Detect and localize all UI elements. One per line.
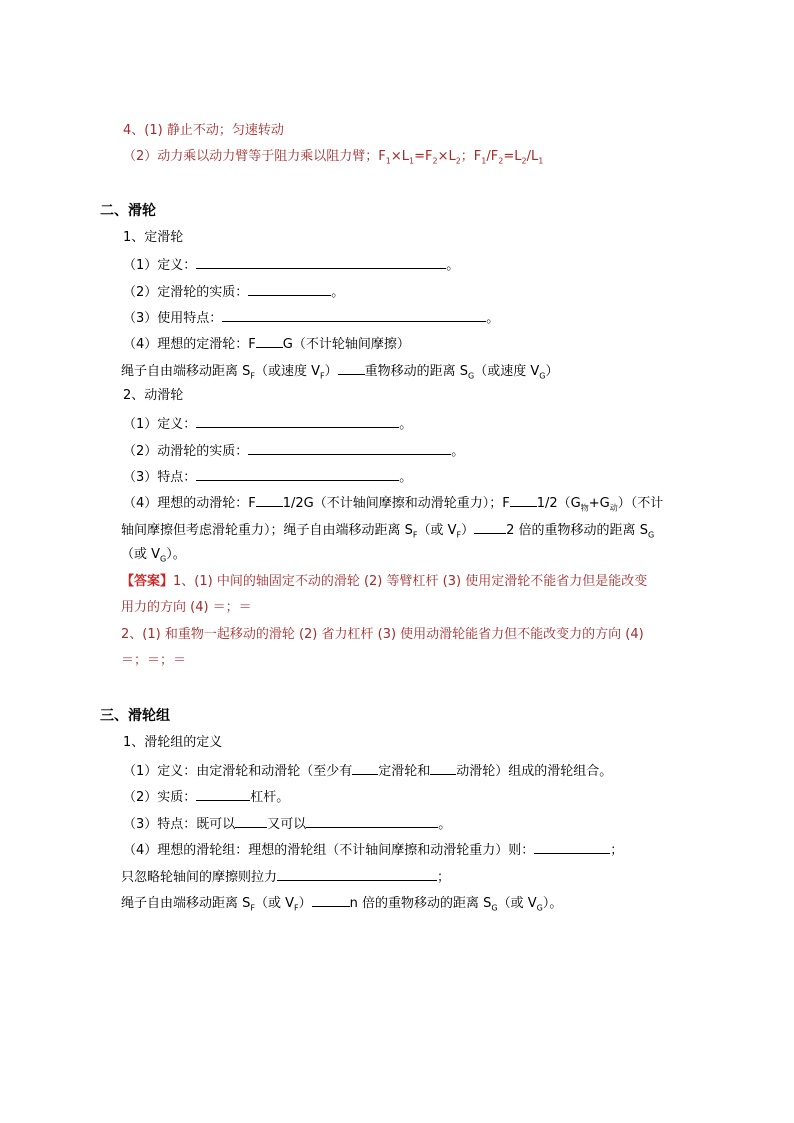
line-text: 。 xyxy=(399,470,413,485)
answer-tag: 【答案】 xyxy=(121,574,174,589)
subscript: G xyxy=(491,903,498,913)
formula-sub: 1 xyxy=(538,156,544,166)
line-text: 。 xyxy=(446,258,460,273)
subscript: 物 xyxy=(580,503,589,513)
moving-def-line xyxy=(123,413,412,435)
line-text: +G xyxy=(588,496,610,511)
block-feature-line xyxy=(123,813,451,835)
blank-input[interactable] xyxy=(277,866,437,881)
moving-feature-line xyxy=(123,466,412,488)
answer-block-1-cont: 用力的方向 (4) ＝；＝ xyxy=(121,600,252,615)
line-text: （1）定义： xyxy=(123,258,197,273)
blank-input[interactable] xyxy=(235,813,267,828)
line-text: （4）理想的定滑轮：F xyxy=(123,337,256,352)
line-text: （或速度 V xyxy=(474,364,540,379)
formula-part: ×L xyxy=(437,149,456,164)
line-text: 。 xyxy=(486,311,500,326)
formula-sub: 1 xyxy=(409,156,415,166)
block-rope-line xyxy=(121,892,562,919)
blank-input[interactable] xyxy=(306,813,438,828)
moving-ideal-line-cont xyxy=(121,519,654,546)
line-text: 。 xyxy=(451,444,465,459)
subsection-moving-pulley: 2、动滑轮 xyxy=(123,388,184,403)
line-text: 1/2G（不计轴间摩擦和动滑轮重力）；F xyxy=(282,496,510,511)
subscript: F xyxy=(294,903,299,913)
subscript: F xyxy=(250,903,255,913)
section-title-pulley-block: 三、滑轮组 xyxy=(100,708,170,724)
formula-sub: 2 xyxy=(432,156,438,166)
line-text: （或 V xyxy=(121,547,161,562)
line-text: 重物移动的距离 S xyxy=(364,364,469,379)
answer-block-2-cont: ＝；＝；＝ xyxy=(121,653,187,668)
answer-text: 1、(1) 中间的轴固定不动的滑轮 (2) 等臂杠杆 (3) 使用定滑轮不能省力但是能改变 xyxy=(173,574,648,589)
line-text: 。 xyxy=(399,417,413,432)
blank-input[interactable] xyxy=(196,786,250,801)
moving-ideal-line xyxy=(123,492,663,519)
formula-part: =F xyxy=(414,149,433,164)
section-title-pulley: 二、滑轮 xyxy=(100,203,156,219)
blank-input[interactable] xyxy=(248,440,451,455)
line-text: ）。 xyxy=(542,896,563,911)
line-text: 。 xyxy=(331,285,345,300)
line-text: ） xyxy=(298,896,312,911)
subscript: F xyxy=(250,371,255,381)
line-text: 动滑轮）组成的滑轮组合。 xyxy=(456,764,613,779)
formula-sub: 1 xyxy=(385,156,391,166)
block-ideal-line xyxy=(123,839,623,861)
line-text: 杠杆。 xyxy=(250,790,290,805)
blank-input[interactable] xyxy=(510,492,537,507)
block-def-line xyxy=(123,760,612,782)
blank-input[interactable] xyxy=(352,760,378,775)
subscript: G xyxy=(468,371,475,381)
subscript: G xyxy=(647,530,655,540)
answer-block-1 xyxy=(121,572,647,592)
formula-sub: 2 xyxy=(521,156,527,166)
formula-part: =L xyxy=(503,149,522,164)
line-text: （或 V xyxy=(497,896,537,911)
subscript: G xyxy=(160,554,167,564)
subsection-fixed-pulley: 1、定滑轮 xyxy=(123,230,184,245)
line-text: （1）定义： xyxy=(123,417,197,432)
line-text: （或 V xyxy=(417,523,457,538)
line-text: n 倍的重物移动的距离 S xyxy=(349,896,492,911)
answer-text: 4、(1) 静止不动；匀速转动 xyxy=(123,123,284,138)
line-text: （3）使用特点： xyxy=(123,311,223,326)
line-text: 又可以 xyxy=(267,817,307,832)
blank-input[interactable] xyxy=(196,466,399,481)
line-text: 轴间摩擦但考虑滑轮重力）；绳子自由端移动距离 S xyxy=(121,523,413,538)
line-text: （2）定滑轮的实质： xyxy=(123,285,249,300)
answer-line-4-2 xyxy=(123,147,543,172)
line-text: （或速度 V xyxy=(255,364,321,379)
blank-input[interactable] xyxy=(338,360,365,375)
blank-input[interactable] xyxy=(222,307,486,322)
subscript: G xyxy=(536,903,543,913)
blank-input[interactable] xyxy=(256,333,283,348)
line-text: 绳子自由端移动距离 S xyxy=(121,364,251,379)
answer-block-2: 2、(1) 和重物一起移动的滑轮 (2) 省力杠杆 (3) 使用动滑轮能省力但不能改变力的方向 (4) xyxy=(121,627,644,642)
blank-input[interactable] xyxy=(312,892,350,907)
fixed-feature-line xyxy=(123,307,499,329)
answer-text: （2）动力乘以动力臂等于阻力乘以阻力臂； xyxy=(123,149,379,164)
line-text: （4）理想的滑轮组：理想的滑轮组（不计轴间摩擦和动滑轮重力）则： xyxy=(123,843,535,858)
subscript: G xyxy=(539,371,546,381)
subscript: 动 xyxy=(609,503,618,513)
subscript: F xyxy=(456,530,462,540)
line-text: 绳子自由端移动距离 S xyxy=(121,896,251,911)
line-text: ） xyxy=(461,523,475,538)
line-text: ； xyxy=(610,843,624,858)
formula-part: /L xyxy=(526,149,539,164)
blank-input[interactable] xyxy=(430,760,456,775)
line-text: （2）动滑轮的实质： xyxy=(123,444,249,459)
formula-sub: 1 xyxy=(481,156,487,166)
formula-part: F xyxy=(378,149,386,164)
fixed-rope-line xyxy=(121,360,559,387)
moving-nature-line xyxy=(123,440,464,462)
formula-part: ；F xyxy=(460,149,482,164)
block-nature-line xyxy=(123,786,289,808)
line-text: ） xyxy=(545,364,559,379)
line-text: 定滑轮和 xyxy=(378,764,431,779)
line-text: 只忽略轮轴间的摩擦则拉力 xyxy=(121,870,278,885)
line-text: ）（不计 xyxy=(617,496,664,511)
blank-input[interactable] xyxy=(196,413,399,428)
blank-input[interactable] xyxy=(196,254,446,269)
formula-sub: 2 xyxy=(455,156,461,166)
formula-part: /F xyxy=(486,149,499,164)
answer-line-4-1 xyxy=(123,121,284,141)
moving-ideal-line-end xyxy=(121,545,186,570)
line-text: 。 xyxy=(438,817,452,832)
formula-sub: 2 xyxy=(498,156,504,166)
line-text: ； xyxy=(437,870,451,885)
line-text: 1/2（G xyxy=(536,496,581,511)
block-friction-line xyxy=(121,866,450,888)
blank-input[interactable] xyxy=(534,839,610,854)
line-text: （3）特点： xyxy=(123,470,197,485)
line-text: （3）特点：既可以 xyxy=(123,817,236,832)
line-text: （1）定义：由定滑轮和动滑轮（至少有 xyxy=(123,764,353,779)
line-text: （或 V xyxy=(255,896,295,911)
line-text: G（不计轮轴间摩擦） xyxy=(282,337,410,352)
formula-part: ×L xyxy=(390,149,409,164)
fixed-nature-line xyxy=(123,281,344,303)
blank-input[interactable] xyxy=(474,519,506,534)
subscript: F xyxy=(320,371,325,381)
fixed-ideal-line xyxy=(123,333,410,355)
subsection-block-def: 1、滑轮组的定义 xyxy=(123,735,223,750)
subscript: F xyxy=(412,530,418,540)
line-text: （4）理想的动滑轮：F xyxy=(123,496,256,511)
blank-input[interactable] xyxy=(256,492,283,507)
line-text: 2 倍的重物移动的距离 S xyxy=(506,523,648,538)
fixed-def-line xyxy=(123,254,459,276)
line-text: （2）实质： xyxy=(123,790,197,805)
line-text: ） xyxy=(324,364,338,379)
line-text: ）。 xyxy=(166,547,186,562)
blank-input[interactable] xyxy=(248,281,331,296)
